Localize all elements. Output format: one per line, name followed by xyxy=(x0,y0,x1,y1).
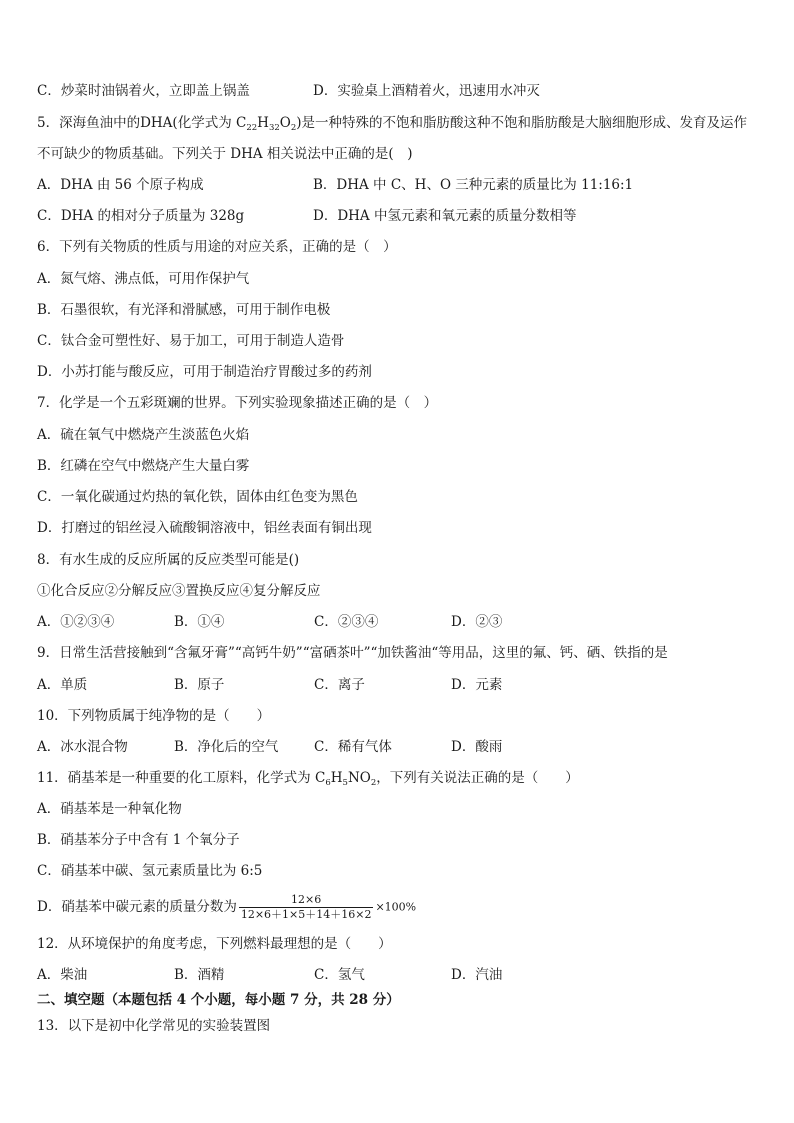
q4-options-row xyxy=(37,81,766,101)
q10-option-d: D．酸雨 xyxy=(451,739,503,755)
q5-option-c: C．DHA 的相对分子质量为 328g xyxy=(37,208,245,224)
subscript: 2 xyxy=(370,778,377,788)
q11-stem-part: H xyxy=(330,770,343,786)
percent-suffix: ×100% xyxy=(375,900,417,914)
q8-option-c: C．②③④ xyxy=(314,614,379,630)
q5-stem-part: )是一种特殊的不饱和脂肪酸这种不饱和脂肪酸是大脑细胞形成、发育及运作 xyxy=(296,115,748,131)
q12-option-d: D．汽油 xyxy=(451,967,503,983)
subscript: 5 xyxy=(342,778,348,788)
fraction-numerator: 12×6 xyxy=(291,893,322,906)
q5-stem-part: 5．深海鱼油中的DHA(化学式为 C xyxy=(37,115,247,131)
q5-option-b: B．DHA 中 C、H、O 三种元素的质量比为 11:16:1 xyxy=(313,177,634,193)
q6-option-c: C．钛合金可塑性好、易于加工，可用于制造人造骨 xyxy=(37,333,345,349)
q8-option-a: A．①②③④ xyxy=(37,614,115,630)
q5-options-row1 xyxy=(37,175,766,195)
q5-stem-line2: 不可缺少的物质基础。下列关于 DHA 相关说法中正确的是( ) xyxy=(37,146,413,162)
q11-option-a: A．硝基苯是一种氧化物 xyxy=(37,801,182,817)
q10-options-row xyxy=(37,737,766,757)
q11-stem-part: ，下列有关说法正确的是（ ） xyxy=(376,770,579,786)
q5-options-row2 xyxy=(37,206,766,226)
section-heading: 二、填空题（本题包括 4 个小题，每小题 7 分，共 28 分） xyxy=(37,992,400,1008)
q11-stem xyxy=(37,768,766,788)
subscript: 2 xyxy=(290,123,297,133)
q5-stem-line1 xyxy=(37,113,766,133)
q7-option-a: A．硫在氧气中燃烧产生淡蓝色火焰 xyxy=(37,427,250,443)
q10-option-c: C．稀有气体 xyxy=(314,739,392,755)
q12-option-a: A．柴油 xyxy=(37,967,88,983)
q5-option-a: A．DHA 由 56 个原子构成 xyxy=(37,177,204,193)
q7-option-d: D．打磨过的铝丝浸入硫酸铜溶液中，铝丝表面有铜出现 xyxy=(37,520,372,536)
q8-option-b: B．①④ xyxy=(174,614,225,630)
fraction-denominator: 12×6＋1×5＋14＋16×2 xyxy=(240,908,372,921)
q11-stem-part: 11．硝基苯是一种重要的化工原料，化学式为 C xyxy=(37,770,326,786)
q12-options-row xyxy=(37,965,766,985)
q13-stem: 13．以下是初中化学常见的实验装置图 xyxy=(37,1018,271,1034)
q5-option-d: D．DHA 中氢元素和氧元素的质量分数相等 xyxy=(313,208,577,224)
q10-option-a: A．冰水混合物 xyxy=(37,739,128,755)
q8-items: ①化合反应②分解反应③置换反应④复分解反应 xyxy=(37,583,321,599)
q10-option-b: B．净化后的空气 xyxy=(174,739,279,755)
q9-option-b: B．原子 xyxy=(174,677,225,693)
q4-option-d: D．实验桌上酒精着火，迅速用水冲灭 xyxy=(313,83,540,99)
subscript: 6 xyxy=(325,778,331,788)
q9-stem: 9．日常生活营接触到“含氟牙膏”“高钙牛奶”“富硒茶叶”“加铁酱油“等用品，这里的氟、钙、硒、铁指的是 xyxy=(37,645,668,661)
q8-stem: 8．有水生成的反应所属的反应类型可能是() xyxy=(37,552,300,568)
q7-stem: 7．化学是一个五彩斑斓的世界。下列实验现象描述正确的是（ ） xyxy=(37,395,438,411)
q9-option-a: A．单质 xyxy=(37,677,88,693)
q7-option-b: B．红磷在空气中燃烧产生大量白雾 xyxy=(37,458,250,474)
q11-option-c: C．硝基苯中碳、氢元素质量比为 6:5 xyxy=(37,863,263,879)
q5-stem-part: H xyxy=(257,115,269,131)
subscript: 32 xyxy=(268,123,280,133)
mass-fraction xyxy=(239,893,374,922)
q6-stem: 6．下列有关物质的性质与用途的对应关系，正确的是（ ） xyxy=(37,239,397,255)
q12-option-c: C．氢气 xyxy=(314,967,365,983)
q7-option-c: C．一氧化碳通过灼热的氧化铁，固体由红色变为黑色 xyxy=(37,489,358,505)
q12-stem: 12．从环境保护的角度考虑，下列燃料最理想的是（ ） xyxy=(37,936,392,952)
subscript: 22 xyxy=(246,123,258,133)
q6-option-b: B．石墨很软，有光泽和滑腻感，可用于制作电极 xyxy=(37,302,331,318)
q6-option-a: A．氮气熔、沸点低，可用作保护气 xyxy=(37,271,250,287)
q11-stem-part: NO xyxy=(347,770,371,786)
q5-stem-part: O xyxy=(279,115,291,131)
q4-option-c: C．炒菜时油锅着火，立即盖上锅盖 xyxy=(37,83,250,99)
q8-option-d: D．②③ xyxy=(451,614,503,630)
q9-option-d: D．元素 xyxy=(451,677,503,693)
q11-option-d-text: D．硝基苯中碳元素的质量分数为 xyxy=(37,899,237,915)
q11-option-d xyxy=(37,890,766,924)
q10-stem: 10．下列物质属于纯净物的是（ ） xyxy=(37,708,271,724)
q9-option-c: C．离子 xyxy=(314,677,365,693)
q6-option-d: D．小苏打能与酸反应，可用于制造治疗胃酸过多的药剂 xyxy=(37,364,372,380)
q12-option-b: B．酒精 xyxy=(174,967,225,983)
q8-options-row xyxy=(37,612,766,632)
q9-options-row xyxy=(37,675,766,695)
q11-option-b: B．硝基苯分子中含有 1 个氧分子 xyxy=(37,832,240,848)
